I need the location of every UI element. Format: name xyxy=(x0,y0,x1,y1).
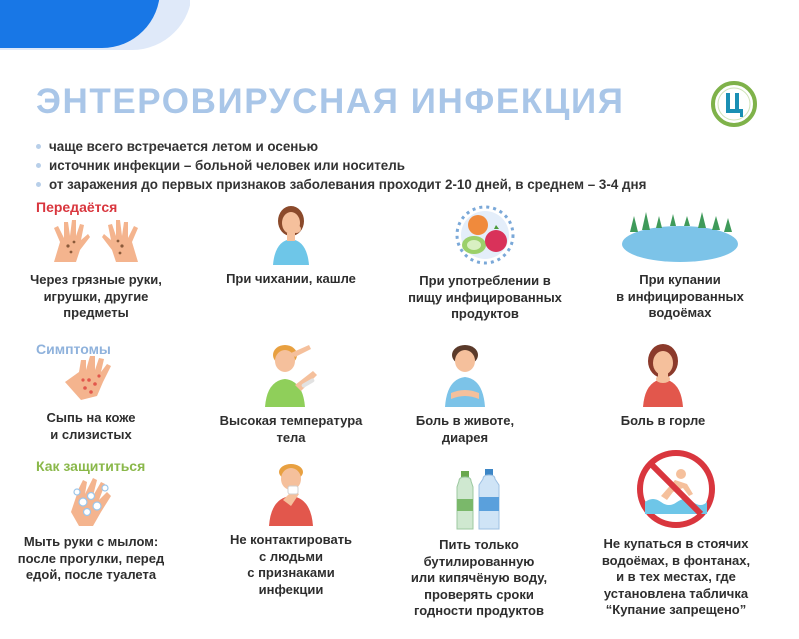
caption: Боль в животе, диарея xyxy=(415,413,515,445)
caption: Боль в горле xyxy=(620,413,706,428)
protection-item-no-contact xyxy=(201,460,381,598)
transmission-item-food xyxy=(395,201,575,323)
caption: Мыть руки с мылом: после прогулки, перед едой, после туалета xyxy=(17,534,165,582)
page-title: ЭНТЕРОВИРУСНАЯ ИНФЕКЦИЯ xyxy=(36,82,625,121)
caption: Высокая температура тела xyxy=(219,413,363,445)
stomach-pain-icon xyxy=(435,341,495,407)
protection-item-water xyxy=(389,465,569,620)
caption: Пить только бутилированную или кипячёную воду, проверять сроки годности продуктов xyxy=(410,537,548,618)
caption: Не купаться в стоячих водоёмах, в фонтанах, и в тех местах, где установлена табличка “Купание запрещено” xyxy=(601,536,751,617)
symptoms-item-fever xyxy=(201,341,381,446)
health-center-logo-icon xyxy=(710,80,758,128)
fact-item: от заражения до первых признаков заболевания проходит 2-10 дней, в среднем – 3-4 дня xyxy=(36,175,646,194)
caption: При чихании, кашле xyxy=(226,271,356,286)
fact-item: чаще всего встречается летом и осенью xyxy=(36,137,646,156)
hand-washing-icon xyxy=(61,472,121,528)
fact-item: источник инфекции – больной человек или носитель xyxy=(36,156,646,175)
protection-item-hand-washing xyxy=(1,472,181,584)
section-protection-label: Как защититься xyxy=(36,458,146,474)
bottled-water-icon xyxy=(449,465,509,531)
facts-list xyxy=(36,137,646,194)
sneezing-woman-icon xyxy=(261,203,321,265)
symptoms-item-stomach xyxy=(375,341,555,446)
caption: Не контактировать с людьми с признаками инфекции xyxy=(229,532,353,597)
infected-vegetables-icon xyxy=(450,201,520,267)
transmission-item-sneezing xyxy=(201,203,381,288)
caption: При употреблении в пищу инфицированных продуктов xyxy=(408,273,562,321)
protection-item-no-swimming xyxy=(586,448,766,619)
fever-man-icon xyxy=(251,341,331,407)
corner-decoration xyxy=(0,0,190,50)
transmission-item-pond xyxy=(590,210,770,322)
caption: Через грязные руки, игрушки, другие предметы xyxy=(30,272,162,320)
symptoms-item-rash xyxy=(1,352,181,443)
section-transmission-label: Передаётся xyxy=(36,199,118,215)
sore-throat-icon xyxy=(633,341,693,407)
dirty-hands-icon xyxy=(46,216,146,266)
section-symptoms-label: Симптомы xyxy=(36,341,111,357)
caption: Сыпь на коже и слизистых xyxy=(46,410,136,442)
no-swimming-icon xyxy=(635,448,717,530)
symptoms-item-throat xyxy=(573,341,753,430)
sick-person-icon xyxy=(261,460,321,526)
transmission-item-hands xyxy=(6,216,186,322)
caption: При купании в инфицированных водоёмах xyxy=(616,272,744,320)
pond-icon xyxy=(618,210,742,266)
rash-hand-icon xyxy=(59,352,123,404)
